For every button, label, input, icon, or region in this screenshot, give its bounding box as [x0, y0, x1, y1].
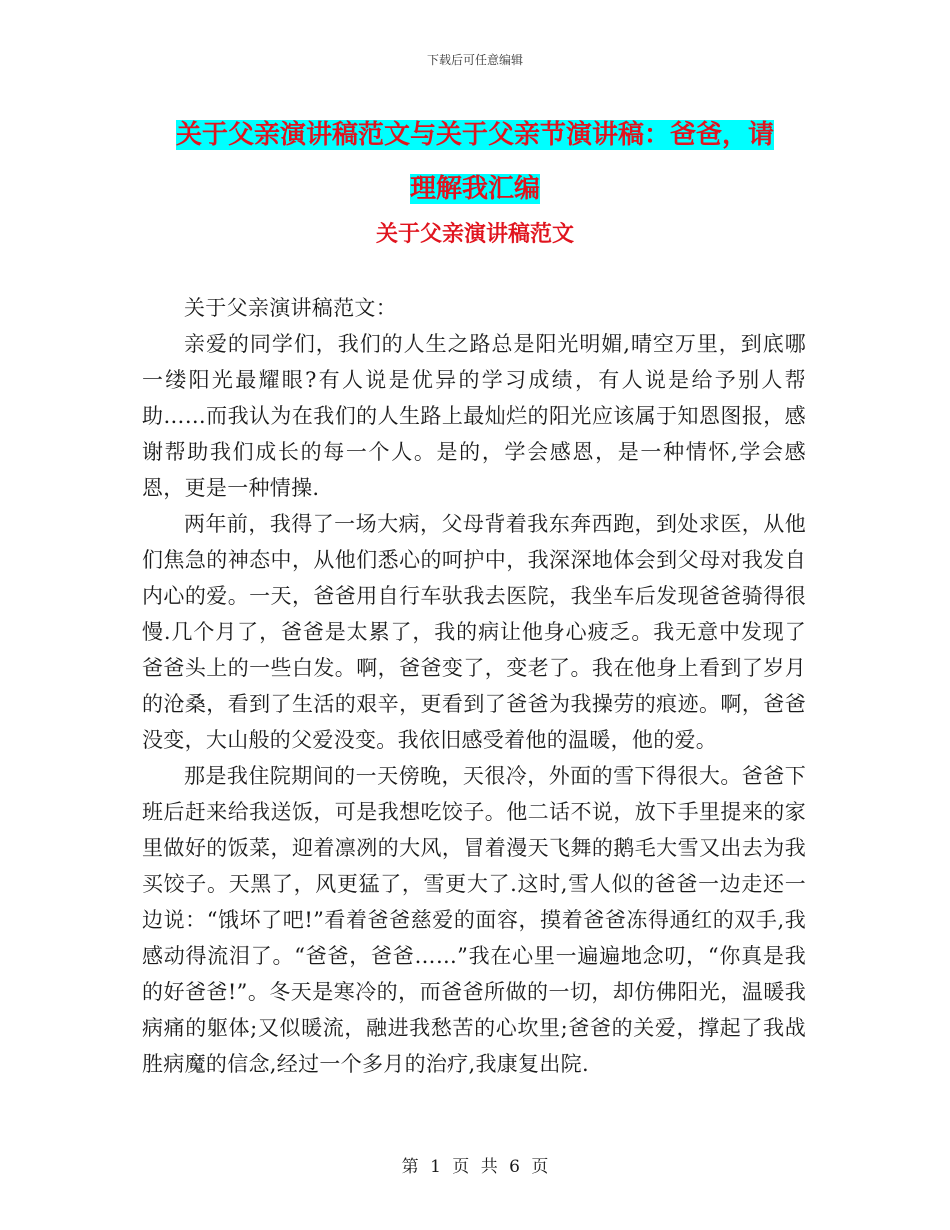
paragraph-3: 那是我住院期间的一天傍晚，天很冷，外面的雪下得很大。爸爸下班后赶来给我送饭，可是我想吃饺子。他二话不说，放下手里提来的家里做好的饭菜，迎着凛冽的大风，冒着漫天飞舞的鹅毛大雪又出去为我买饺子。天黑了，风更猛了，雪更大了.这时,雪人似的爸爸一边走还一边说：“饿坏了吧!”看着爸爸慈爱的面容，摸着爸爸冻得通红的双手,我感动得流泪了。“爸爸，爸爸……”我在心里一遍遍地念叨，“你真是我的好爸爸!”。冬天是寒冷的，而爸爸所做的一切，却仿佛阳光，温暖我病痛的躯体;又似暖流，融进我愁苦的心坎里;爸爸的关爱，撑起了我战胜病魔的信念,经过一个多月的治疗,我康复出院.	[142, 764, 806, 1076]
document-title-line-2: 理解我汇编	[409, 174, 540, 204]
paragraph-intro: 关于父亲演讲稿范文：	[184, 296, 397, 320]
document-title-line-1: 关于父亲演讲稿范文与关于父亲节演讲稿：爸爸，请	[175, 120, 774, 150]
page-header-note: 下载后可任意编辑	[426, 53, 523, 67]
page-number-footer: 第 1 页 共 6 页	[401, 1157, 549, 1177]
section-heading: 关于父亲演讲稿范文	[375, 222, 574, 247]
document-title	[130, 108, 820, 216]
paragraph-2: 两年前，我得了一场大病，父母背着我东奔西跑，到处求医，从他们焦急的神态中，从他们悉心的呵护中，我深深地体会到父母对我发自内心的爱。一天，爸爸用自行车驮我去医院，我坐车后发现爸爸骑得很慢.几个月了，爸爸是太累了，我的病让他身心疲乏。我无意中发现了爸爸头上的一些白发。啊，爸爸变了，变老了。我在他身上看到了岁月的沧桑，看到了生活的艰辛，更看到了爸爸为我操劳的痕迹。啊，爸爸没变，大山般的父爱没变。我依旧感受着他的温暖，他的爱。	[142, 512, 806, 752]
body-text	[142, 290, 806, 1082]
paragraph-1: 亲爱的同学们，我们的人生之路总是阳光明媚,晴空万里，到底哪一缕阳光最耀眼?有人说是优异的学习成绩，有人说是给予别人帮助……而我认为在我们的人生路上最灿烂的阳光应该属于知恩图报，感谢帮助我们成长的每一个人。是的，学会感恩，是一种情怀,学会感恩，更是一种情操.	[142, 332, 806, 500]
